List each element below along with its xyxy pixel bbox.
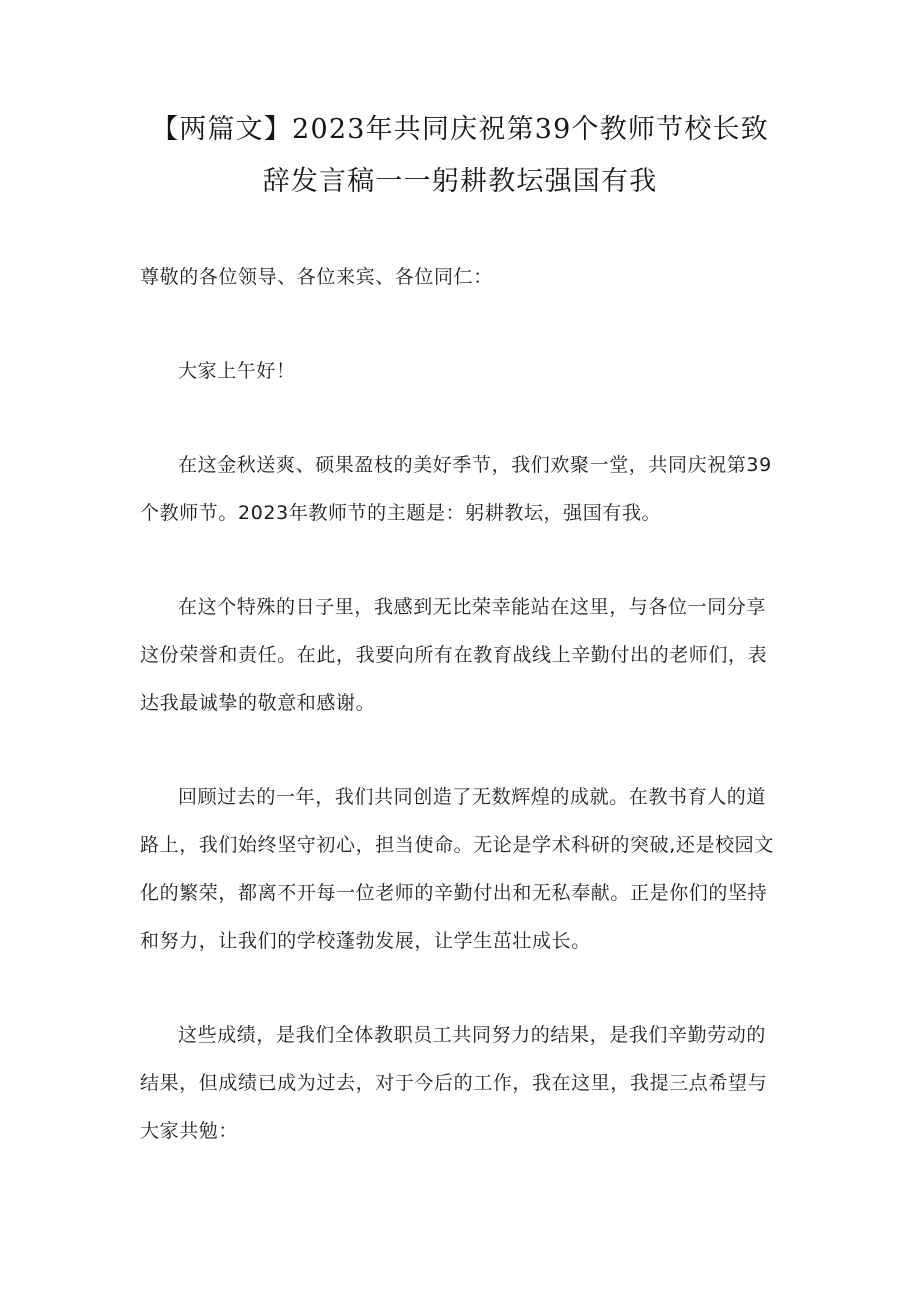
document-title-line-1: 【两篇文】2023年共同庆祝第39个教师节校长致 [151,114,769,145]
paragraph-line: 路上，我们始终坚守初心，担当使命。无论是学术科研的突破,还是校园文 [140,834,774,856]
paragraph-line: 大家共勉： [140,1120,239,1142]
greeting: 大家上午好！ [178,360,296,382]
paragraph-line: 和努力，让我们的学校蓬勃发展，让学生茁壮成长。 [140,930,591,952]
salutation: 尊敬的各位领导、各位来宾、各位同仁： [140,266,493,288]
paragraph-line: 结果，但成绩已成为过去，对于今后的工作，我在这里，我提三点希望与 [140,1072,768,1094]
paragraph-line: 回顾过去的一年，我们共同创造了无数辉煌的成就。在教书育人的道 [178,786,767,808]
paragraph-line: 化的繁荣，都离不开每一位老师的辛勤付出和无私奉献。正是你们的坚持 [140,882,768,904]
paragraph-line: 在这个特殊的日子里，我感到无比荣幸能站在这里，与各位一同分享 [178,596,767,618]
document-title-line-2: 辞发言稿一一躬耕教坛强国有我 [262,166,658,197]
paragraph-line: 这份荣誉和责任。在此，我要向所有在教育战线上辛勤付出的老师们，表 [140,644,768,666]
paragraph-line: 个教师节。2023年教师节的主题是：躬耕教坛，强国有我。 [140,502,662,524]
paragraph-line: 这些成绩，是我们全体教职员工共同努力的结果，是我们辛勤劳动的 [178,1024,767,1046]
paragraph-line: 在这金秋送爽、硕果盈枝的美好季节，我们欢聚一堂，共同庆祝第39 [178,454,772,476]
paragraph-line: 达我最诚挚的敬意和感谢。 [140,692,376,714]
